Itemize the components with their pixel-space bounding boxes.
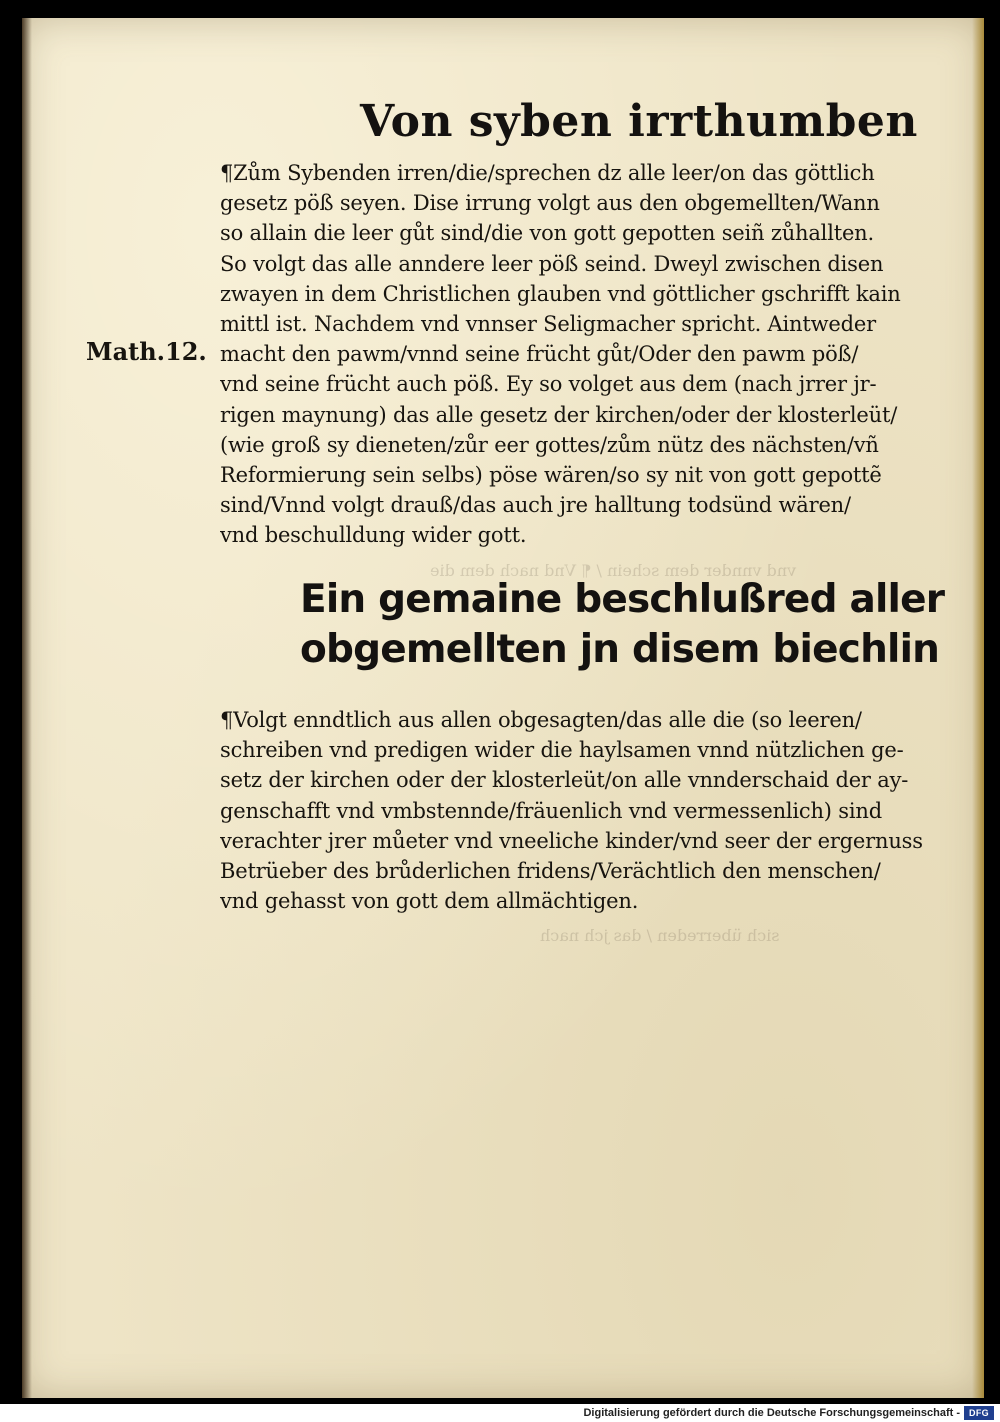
text-line: rigen maynung) das alle gesetz der kirchen/oder der klosterleüt/: [220, 402, 898, 427]
text-line: genschafft vnd vmbstennde/fräuenlich vnd vermessenlich) sind: [220, 798, 882, 823]
text-line: gesetz pöß seyen. Dise irrung volgt aus den obgemellten/Wann: [220, 191, 880, 216]
text-line: so allain die leer gůt sind/die von gott gepotten seiñ zůhallten.: [220, 221, 874, 246]
text-line: (wie groß sy dieneten/zůr eer gottes/zům nütz des nächsten/vñ: [220, 432, 879, 457]
text-line: Betrüeber des brůderlichen fridens/Verächtlich den menschen/: [220, 859, 881, 884]
paragraph-seventh-error: [220, 158, 960, 551]
funding-credit: Digitalisierung gefördert durch die Deutsche Forschungsgemeinschaft -: [583, 1407, 960, 1419]
page-heading: Von syben irrthumben: [360, 96, 918, 147]
text-line: ¶Zům Sybenden irren/die/sprechen dz alle leer/on das göttlich: [220, 161, 875, 185]
text-line: verachter jrer můeter vnd vneeliche kinder/vnd seer der ergernuss: [220, 828, 923, 853]
show-through-text: vnd vnnder dem schein / ¶ Vnd nach dem die: [430, 561, 797, 580]
show-through-text: sich überreden / das jch nach: [540, 926, 780, 945]
page-edge-right: [972, 18, 984, 1398]
dfg-logo: DFG: [964, 1406, 994, 1420]
section-title-line: obgemellten jn disem biechlin: [300, 627, 940, 672]
section-title: [300, 575, 945, 675]
text-line: vnd seine frücht auch pöß. Ey so volget aus dem (nach jrrer jr-: [220, 372, 877, 397]
text-line: vnd beschulldung wider gott.: [220, 523, 527, 548]
text-line: schreiben vnd predigen wider die haylsamen vnnd nützlichen ge-: [220, 738, 904, 763]
marginal-note: Math.12.: [86, 337, 207, 366]
text-line: zwayen in dem Christlichen glauben vnd göttlicher gschrifft kain: [220, 281, 901, 306]
text-line: vnd gehasst von gott dem allmächtigen.: [220, 889, 639, 914]
text-line: ¶Volgt enndtlich aus allen obgesagten/das alle die (so leeren/: [220, 708, 862, 732]
text-line: macht den pawm/vnnd seine frücht gůt/Oder den pawm pöß/: [220, 342, 859, 367]
text-line: sind/Vnnd volgt drauß/das auch jre halltung todsünd wären/: [220, 493, 851, 518]
paragraph-conclusion: [220, 705, 960, 916]
text-line: So volgt das alle anndere leer pöß seind. Dweyl zwischen disen: [220, 251, 884, 276]
text-line: Reformierung sein selbs) pöse wären/so sy nit von gott gepottẽ: [220, 463, 882, 488]
text-line: mittl ist. Nachdem vnd vnnser Seligmacher spricht. Aintweder: [220, 312, 876, 337]
text-line: setz der kirchen oder der klosterleüt/on alle vnnderschaid der ay-: [220, 768, 909, 793]
page-gutter-shadow: [22, 18, 32, 1398]
section-title-line: Ein gemaine beschlußred aller: [300, 577, 945, 622]
